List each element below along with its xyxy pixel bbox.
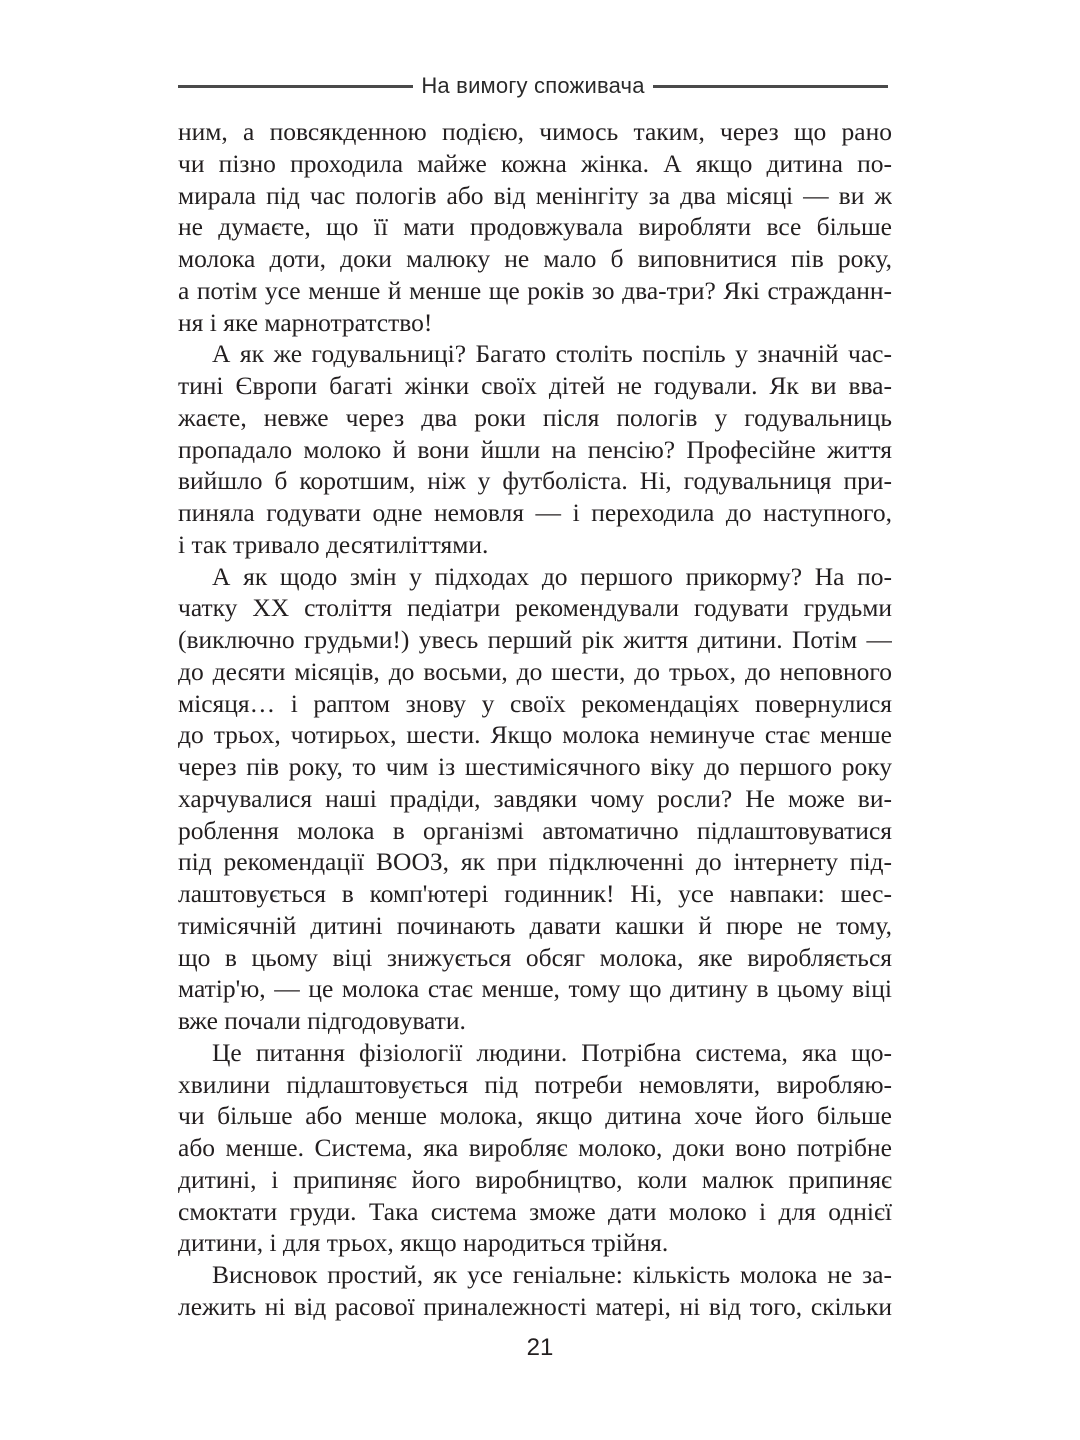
text-line: а потім усе менше й менше ще років зо два-три? Які стражданн- (178, 275, 892, 305)
text-line: пропадало молоко й вони йшли на пенсію? Професійне життя (178, 434, 892, 464)
text-line: через пів року, то чим із шестимісячного віку до першого року (178, 752, 892, 781)
paragraph (178, 561, 892, 1037)
header-rule-left (178, 85, 413, 88)
text-line: що в цьому віці знижується обсяг молока, яке виробляється (178, 942, 892, 972)
running-header (178, 66, 888, 106)
text-line: під рекомендації ВООЗ, як при підключенні до інтернету під- (178, 847, 892, 877)
text-line: вийшло б коротшим, ніж у футболіста. Ні, годувальниця при- (178, 466, 892, 496)
page-number: 21 (526, 1334, 554, 1361)
text-line: вже почали підгодовувати. (178, 1006, 466, 1035)
paragraph (178, 1259, 892, 1323)
text-line: Це питання фізіології людини. Потрібна система, яка що- (212, 1037, 892, 1067)
paragraph (178, 338, 892, 560)
text-line: жаєте, невже через два роки після пологів у годувальниць (178, 402, 892, 432)
text-line: Висновок простий, як усе геніальне: кількість молока не за- (212, 1260, 892, 1289)
text-line: харчувалися наші прадіди, завдяки чому росли? Не може ви- (178, 783, 892, 813)
text-line: А як же годувальниці? Багато століть поспіль у значній час- (212, 339, 892, 369)
text-line: мирала під час пологів або від менінгіту за два місяці — ви ж (178, 180, 892, 210)
text-line: чи більше або менше молока, якщо дитина хоче його більше (178, 1101, 892, 1131)
text-line: дитині, і припиняє його виробництво, коли малюк припиняє (178, 1164, 892, 1194)
text-line: не думаєте, що її мати продовжувала виробляти все більше (178, 212, 892, 242)
body-text (178, 116, 892, 1323)
text-line: ня і яке марнотратство! (178, 307, 433, 337)
text-line: чи пізно проходила майже кожна жінка. А якщо дитина по- (178, 148, 892, 178)
text-line: до трьох, чотирьох, шести. Якщо молока неминуче стає менше (178, 720, 892, 750)
text-line: місяця… і раптом знову у своїх рекомендаціях повернулися (178, 688, 892, 718)
text-line: лаштовується в комп'ютері годинник! Ні, усе навпаки: шес- (178, 879, 892, 908)
text-line: матір'ю, — це молока стає менше, тому що дитину в цьому віці (178, 974, 892, 1004)
header-rule-right (653, 85, 888, 88)
text-line: до десяти місяців, до восьми, до шести, до трьох, до неповного (178, 656, 892, 686)
text-line: лежить ні від расової приналежності матері, ні від того, скільки (178, 1291, 892, 1321)
text-line: дитини, і для трьох, якщо народиться трійня. (178, 1228, 669, 1258)
text-line: молока доти, доки малюку не мало б виповнитися пів року, (178, 244, 892, 273)
text-line: хвилини підлаштовується під потреби немовляти, виробляю- (178, 1069, 892, 1099)
text-line: і так тривало десятиліттями. (178, 529, 489, 559)
paragraph (178, 116, 892, 338)
paragraph (178, 1037, 892, 1259)
text-line: смоктати груди. Така система зможе дати молоко і для однієї (178, 1196, 892, 1226)
text-line: роблення молока в організмі автоматично підлаштовуватися (178, 815, 892, 845)
text-line: чатку XX століття педіатри рекомендували годувати грудьми (178, 593, 892, 623)
text-line: тині Європи багаті жінки своїх дітей не годували. Як ви вва- (178, 371, 892, 400)
text-line: (виключно грудьми!) увесь перший рік життя дитини. Потім — (178, 625, 892, 654)
text-line: або менше. Система, яка виробляє молоко, доки воно потрібне (178, 1133, 892, 1162)
text-line: ним, а повсякденною подією, чимось таким, через що рано (178, 117, 892, 146)
running-head-title: На вимогу споживача (421, 73, 645, 98)
text-line: пиняла годувати одне немовля — і переходила до наступного, (178, 498, 892, 527)
text-line: тимісячній дитині починають давати кашки й пюре не тому, (178, 910, 892, 940)
text-line: А як щодо змін у підходах до першого прикорму? На по- (212, 561, 892, 591)
